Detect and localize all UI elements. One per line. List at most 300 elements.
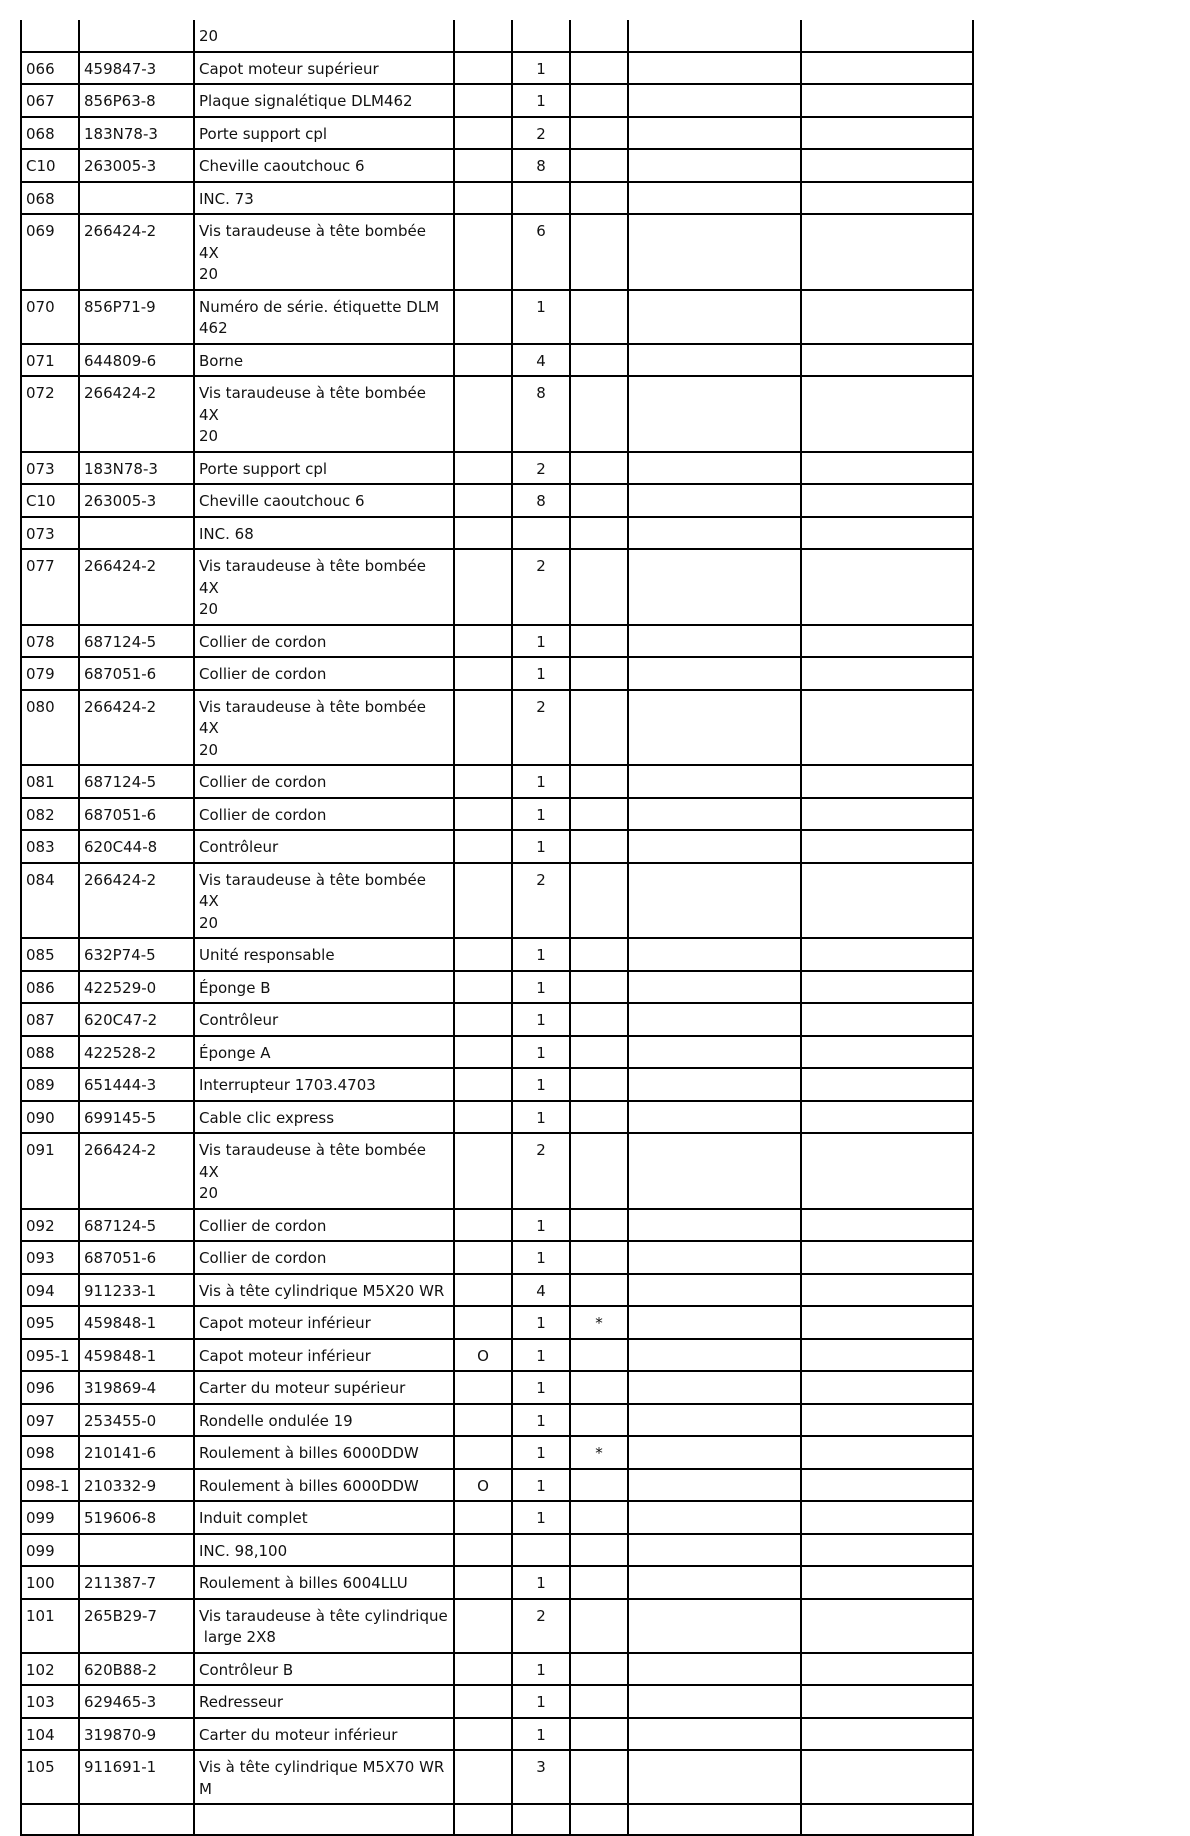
item-number-cell: 098-1 <box>21 1469 79 1502</box>
table-row <box>21 938 973 971</box>
note-cell <box>570 1036 628 1069</box>
table-row <box>21 1404 973 1437</box>
description-cell: Vis à tête cylindrique M5X70 WR M <box>194 1750 454 1804</box>
table-row <box>21 117 973 150</box>
note-cell <box>570 344 628 377</box>
quantity-cell: 1 <box>512 290 570 344</box>
part-number-cell: 687124-5 <box>79 1209 194 1242</box>
quantity-cell: 1 <box>512 1404 570 1437</box>
empty-cell <box>801 1003 973 1036</box>
table-row <box>21 182 973 215</box>
item-number-cell: 102 <box>21 1653 79 1686</box>
quantity-cell: 2 <box>512 690 570 766</box>
table-row <box>21 1599 973 1653</box>
description-cell: Plaque signalétique DLM462 <box>194 84 454 117</box>
empty-cell <box>628 84 801 117</box>
description-cell: Roulement à billes 6000DDW <box>194 1469 454 1502</box>
description-cell: Capot moteur inférieur <box>194 1339 454 1372</box>
item-number-cell <box>21 20 79 52</box>
option-cell <box>454 1101 512 1134</box>
empty-cell <box>801 938 973 971</box>
option-cell <box>454 1133 512 1209</box>
quantity-cell: 1 <box>512 657 570 690</box>
empty-cell <box>628 484 801 517</box>
part-number-cell: 651444-3 <box>79 1068 194 1101</box>
option-cell <box>454 1685 512 1718</box>
empty-cell <box>628 52 801 85</box>
table-row <box>21 657 973 690</box>
table-row <box>21 452 973 485</box>
option-cell <box>454 484 512 517</box>
item-number-cell: 095-1 <box>21 1339 79 1372</box>
empty-cell <box>801 549 973 625</box>
quantity-cell <box>512 517 570 550</box>
description-cell: Unité responsable <box>194 938 454 971</box>
empty-cell <box>628 1306 801 1339</box>
note-cell <box>570 452 628 485</box>
quantity-cell: 2 <box>512 117 570 150</box>
part-number-cell: 856P63-8 <box>79 84 194 117</box>
part-number-cell: 519606-8 <box>79 1501 194 1534</box>
description-cell: INC. 98,100 <box>194 1534 454 1567</box>
part-number-cell: 263005-3 <box>79 484 194 517</box>
option-cell <box>454 1804 512 1835</box>
description-cell: Porte support cpl <box>194 452 454 485</box>
empty-cell <box>801 1501 973 1534</box>
table-row <box>21 1101 973 1134</box>
description-cell: Roulement à billes 6000DDW <box>194 1436 454 1469</box>
part-number-cell: 459848-1 <box>79 1339 194 1372</box>
description-cell: 20 <box>194 20 454 52</box>
item-number-cell: 079 <box>21 657 79 690</box>
empty-cell <box>801 1209 973 1242</box>
empty-cell <box>628 657 801 690</box>
description-cell: Collier de cordon <box>194 798 454 831</box>
table-row <box>21 1501 973 1534</box>
table-row <box>21 344 973 377</box>
quantity-cell: 1 <box>512 1101 570 1134</box>
empty-cell <box>801 1133 973 1209</box>
part-number-cell: 319870-9 <box>79 1718 194 1751</box>
option-cell <box>454 182 512 215</box>
note-cell <box>570 182 628 215</box>
empty-cell <box>628 1003 801 1036</box>
note-cell <box>570 938 628 971</box>
quantity-cell <box>512 1804 570 1835</box>
note-cell <box>570 1469 628 1502</box>
table-row <box>21 1750 973 1804</box>
option-cell <box>454 1599 512 1653</box>
empty-cell <box>628 938 801 971</box>
item-number-cell: 082 <box>21 798 79 831</box>
empty-cell <box>628 1404 801 1437</box>
option-cell <box>454 657 512 690</box>
description-cell: Vis taraudeuse à tête bombée 4X 20 <box>194 863 454 939</box>
empty-cell <box>628 20 801 52</box>
table-row <box>21 1036 973 1069</box>
option-cell <box>454 1209 512 1242</box>
option-cell <box>454 765 512 798</box>
empty-cell <box>801 1241 973 1274</box>
item-number-cell: 073 <box>21 517 79 550</box>
empty-cell <box>628 549 801 625</box>
quantity-cell: 1 <box>512 1068 570 1101</box>
option-cell <box>454 52 512 85</box>
description-cell: Collier de cordon <box>194 625 454 658</box>
empty-cell <box>801 1566 973 1599</box>
part-number-cell: 459847-3 <box>79 52 194 85</box>
part-number-cell <box>79 1534 194 1567</box>
empty-cell <box>628 863 801 939</box>
item-number-cell: 093 <box>21 1241 79 1274</box>
description-cell: Roulement à billes 6004LLU <box>194 1566 454 1599</box>
note-cell <box>570 149 628 182</box>
quantity-cell: 2 <box>512 863 570 939</box>
item-number-cell: 096 <box>21 1371 79 1404</box>
quantity-cell: 2 <box>512 1133 570 1209</box>
table-row <box>21 484 973 517</box>
table-row <box>21 1804 973 1835</box>
parts-table-body <box>21 20 973 1835</box>
item-number-cell: 104 <box>21 1718 79 1751</box>
note-cell <box>570 765 628 798</box>
note-cell <box>570 1101 628 1134</box>
quantity-cell <box>512 20 570 52</box>
empty-cell <box>628 830 801 863</box>
description-cell: Induit complet <box>194 1501 454 1534</box>
part-number-cell: 319869-4 <box>79 1371 194 1404</box>
option-cell <box>454 625 512 658</box>
description-cell: Éponge A <box>194 1036 454 1069</box>
part-number-cell: 632P74-5 <box>79 938 194 971</box>
table-row <box>21 798 973 831</box>
option-cell <box>454 214 512 290</box>
note-cell <box>570 20 628 52</box>
item-number-cell: 072 <box>21 376 79 452</box>
empty-cell <box>801 376 973 452</box>
item-number-cell: 098 <box>21 1436 79 1469</box>
note-cell <box>570 376 628 452</box>
item-number-cell: C10 <box>21 149 79 182</box>
note-cell <box>570 1274 628 1307</box>
note-cell <box>570 84 628 117</box>
empty-cell <box>801 484 973 517</box>
description-cell: Carter du moteur supérieur <box>194 1371 454 1404</box>
item-number-cell: 087 <box>21 1003 79 1036</box>
item-number-cell: 077 <box>21 549 79 625</box>
item-number-cell: C10 <box>21 484 79 517</box>
empty-cell <box>628 290 801 344</box>
quantity-cell: 1 <box>512 1371 570 1404</box>
description-cell: Borne <box>194 344 454 377</box>
option-cell <box>454 1371 512 1404</box>
item-number-cell: 067 <box>21 84 79 117</box>
option-cell <box>454 798 512 831</box>
empty-cell <box>801 1306 973 1339</box>
option-cell <box>454 452 512 485</box>
empty-cell <box>801 798 973 831</box>
part-number-cell: 422528-2 <box>79 1036 194 1069</box>
part-number-cell: 263005-3 <box>79 149 194 182</box>
quantity-cell: 1 <box>512 1241 570 1274</box>
table-row <box>21 214 973 290</box>
empty-cell <box>628 1804 801 1835</box>
option-cell <box>454 1566 512 1599</box>
option-cell <box>454 1274 512 1307</box>
description-cell: Vis taraudeuse à tête bombée 4X 20 <box>194 214 454 290</box>
option-cell <box>454 290 512 344</box>
empty-cell <box>801 344 973 377</box>
note-cell <box>570 1068 628 1101</box>
note-cell <box>570 1750 628 1804</box>
table-row <box>21 1209 973 1242</box>
quantity-cell: 1 <box>512 52 570 85</box>
note-cell: * <box>570 1436 628 1469</box>
part-number-cell: 253455-0 <box>79 1404 194 1437</box>
note-cell <box>570 290 628 344</box>
item-number-cell: 078 <box>21 625 79 658</box>
note-cell <box>570 52 628 85</box>
part-number-cell: 459848-1 <box>79 1306 194 1339</box>
empty-cell <box>628 182 801 215</box>
quantity-cell: 8 <box>512 376 570 452</box>
note-cell <box>570 1241 628 1274</box>
quantity-cell: 1 <box>512 830 570 863</box>
quantity-cell: 1 <box>512 1718 570 1751</box>
part-number-cell: 620C44-8 <box>79 830 194 863</box>
option-cell <box>454 1036 512 1069</box>
option-cell <box>454 1436 512 1469</box>
option-cell <box>454 830 512 863</box>
description-cell: Cheville caoutchouc 6 <box>194 149 454 182</box>
option-cell <box>454 549 512 625</box>
description-cell: Numéro de série. étiquette DLM 462 <box>194 290 454 344</box>
item-number-cell: 100 <box>21 1566 79 1599</box>
empty-cell <box>801 182 973 215</box>
empty-cell <box>628 1371 801 1404</box>
empty-cell <box>628 798 801 831</box>
item-number-cell: 099 <box>21 1501 79 1534</box>
item-number-cell: 094 <box>21 1274 79 1307</box>
description-cell: Vis taraudeuse à tête bombée 4X 20 <box>194 549 454 625</box>
empty-cell <box>801 1371 973 1404</box>
empty-cell <box>801 1653 973 1686</box>
item-number-cell: 101 <box>21 1599 79 1653</box>
note-cell <box>570 1133 628 1209</box>
note-cell <box>570 484 628 517</box>
option-cell <box>454 1534 512 1567</box>
empty-cell <box>801 971 973 1004</box>
quantity-cell: 1 <box>512 1566 570 1599</box>
description-cell: INC. 73 <box>194 182 454 215</box>
part-number-cell: 644809-6 <box>79 344 194 377</box>
part-number-cell <box>79 1804 194 1835</box>
empty-cell <box>628 1718 801 1751</box>
note-cell <box>570 1599 628 1653</box>
note-cell <box>570 1534 628 1567</box>
option-cell <box>454 863 512 939</box>
empty-cell <box>628 625 801 658</box>
empty-cell <box>628 1209 801 1242</box>
table-row <box>21 1685 973 1718</box>
option-cell: O <box>454 1339 512 1372</box>
table-row <box>21 1068 973 1101</box>
empty-cell <box>801 1469 973 1502</box>
note-cell <box>570 690 628 766</box>
description-cell: Redresseur <box>194 1685 454 1718</box>
empty-cell <box>801 625 973 658</box>
empty-cell <box>628 1339 801 1372</box>
quantity-cell: 3 <box>512 1750 570 1804</box>
table-row <box>21 971 973 1004</box>
note-cell <box>570 517 628 550</box>
quantity-cell: 1 <box>512 765 570 798</box>
empty-cell <box>628 971 801 1004</box>
part-number-cell: 687124-5 <box>79 765 194 798</box>
note-cell <box>570 971 628 1004</box>
empty-cell <box>801 1274 973 1307</box>
note-cell <box>570 1566 628 1599</box>
table-row <box>21 625 973 658</box>
table-row <box>21 1371 973 1404</box>
item-number-cell: 084 <box>21 863 79 939</box>
empty-cell <box>801 1750 973 1804</box>
description-cell: Capot moteur inférieur <box>194 1306 454 1339</box>
option-cell <box>454 20 512 52</box>
item-number-cell: 105 <box>21 1750 79 1804</box>
empty-cell <box>801 1436 973 1469</box>
empty-cell <box>801 1101 973 1134</box>
description-cell: Capot moteur supérieur <box>194 52 454 85</box>
quantity-cell: 8 <box>512 149 570 182</box>
parts-table <box>20 20 974 1836</box>
description-cell: Vis à tête cylindrique M5X20 WR <box>194 1274 454 1307</box>
note-cell <box>570 1653 628 1686</box>
description-cell: Rondelle ondulée 19 <box>194 1404 454 1437</box>
empty-cell <box>628 214 801 290</box>
option-cell: O <box>454 1469 512 1502</box>
description-cell: Vis taraudeuse à tête bombée 4X 20 <box>194 690 454 766</box>
quantity-cell <box>512 1534 570 1567</box>
item-number-cell: 085 <box>21 938 79 971</box>
note-cell <box>570 1003 628 1036</box>
part-number-cell: 620B88-2 <box>79 1653 194 1686</box>
option-cell <box>454 938 512 971</box>
description-cell: Cable clic express <box>194 1101 454 1134</box>
part-number-cell: 266424-2 <box>79 549 194 625</box>
option-cell <box>454 344 512 377</box>
empty-cell <box>801 149 973 182</box>
item-number-cell: 089 <box>21 1068 79 1101</box>
empty-cell <box>801 117 973 150</box>
item-number-cell: 092 <box>21 1209 79 1242</box>
empty-cell <box>801 1036 973 1069</box>
empty-cell <box>801 830 973 863</box>
option-cell <box>454 149 512 182</box>
table-row <box>21 1339 973 1372</box>
note-cell <box>570 1404 628 1437</box>
note-cell <box>570 1339 628 1372</box>
description-cell: Interrupteur 1703.4703 <box>194 1068 454 1101</box>
item-number-cell: 088 <box>21 1036 79 1069</box>
description-cell: Éponge B <box>194 971 454 1004</box>
empty-cell <box>801 765 973 798</box>
empty-cell <box>801 1685 973 1718</box>
table-row <box>21 20 973 52</box>
note-cell <box>570 863 628 939</box>
item-number-cell: 095 <box>21 1306 79 1339</box>
item-number-cell: 090 <box>21 1101 79 1134</box>
empty-cell <box>801 1599 973 1653</box>
empty-cell <box>628 1653 801 1686</box>
description-cell: Collier de cordon <box>194 657 454 690</box>
item-number-cell: 081 <box>21 765 79 798</box>
description-cell: Contrôleur B <box>194 1653 454 1686</box>
item-number-cell: 071 <box>21 344 79 377</box>
empty-cell <box>628 1436 801 1469</box>
empty-cell <box>801 690 973 766</box>
quantity-cell: 1 <box>512 1209 570 1242</box>
part-number-cell <box>79 182 194 215</box>
quantity-cell: 4 <box>512 344 570 377</box>
empty-cell <box>801 1718 973 1751</box>
item-number-cell: 068 <box>21 117 79 150</box>
note-cell <box>570 549 628 625</box>
note-cell <box>570 625 628 658</box>
part-number-cell: 687051-6 <box>79 1241 194 1274</box>
quantity-cell: 1 <box>512 1436 570 1469</box>
note-cell <box>570 1804 628 1835</box>
table-row <box>21 1436 973 1469</box>
table-row <box>21 1534 973 1567</box>
table-row <box>21 52 973 85</box>
option-cell <box>454 517 512 550</box>
description-cell: Cheville caoutchouc 6 <box>194 484 454 517</box>
part-number-cell: 911233-1 <box>79 1274 194 1307</box>
table-row <box>21 376 973 452</box>
empty-cell <box>628 452 801 485</box>
part-number-cell: 687051-6 <box>79 798 194 831</box>
option-cell <box>454 1718 512 1751</box>
empty-cell <box>801 20 973 52</box>
empty-cell <box>628 1469 801 1502</box>
quantity-cell: 1 <box>512 1003 570 1036</box>
option-cell <box>454 1003 512 1036</box>
item-number-cell: 099 <box>21 1534 79 1567</box>
option-cell <box>454 690 512 766</box>
part-number-cell: 266424-2 <box>79 1133 194 1209</box>
quantity-cell: 2 <box>512 452 570 485</box>
description-cell: Porte support cpl <box>194 117 454 150</box>
option-cell <box>454 84 512 117</box>
quantity-cell: 1 <box>512 1653 570 1686</box>
part-number-cell: 266424-2 <box>79 863 194 939</box>
note-cell <box>570 1371 628 1404</box>
part-number-cell <box>79 517 194 550</box>
empty-cell <box>628 1566 801 1599</box>
description-cell: Collier de cordon <box>194 1209 454 1242</box>
table-row <box>21 1133 973 1209</box>
quantity-cell: 1 <box>512 1339 570 1372</box>
item-number-cell <box>21 1804 79 1835</box>
empty-cell <box>628 1241 801 1274</box>
note-cell <box>570 117 628 150</box>
quantity-cell: 4 <box>512 1274 570 1307</box>
part-number-cell: 183N78-3 <box>79 452 194 485</box>
option-cell <box>454 1750 512 1804</box>
table-row <box>21 84 973 117</box>
empty-cell <box>628 1101 801 1134</box>
